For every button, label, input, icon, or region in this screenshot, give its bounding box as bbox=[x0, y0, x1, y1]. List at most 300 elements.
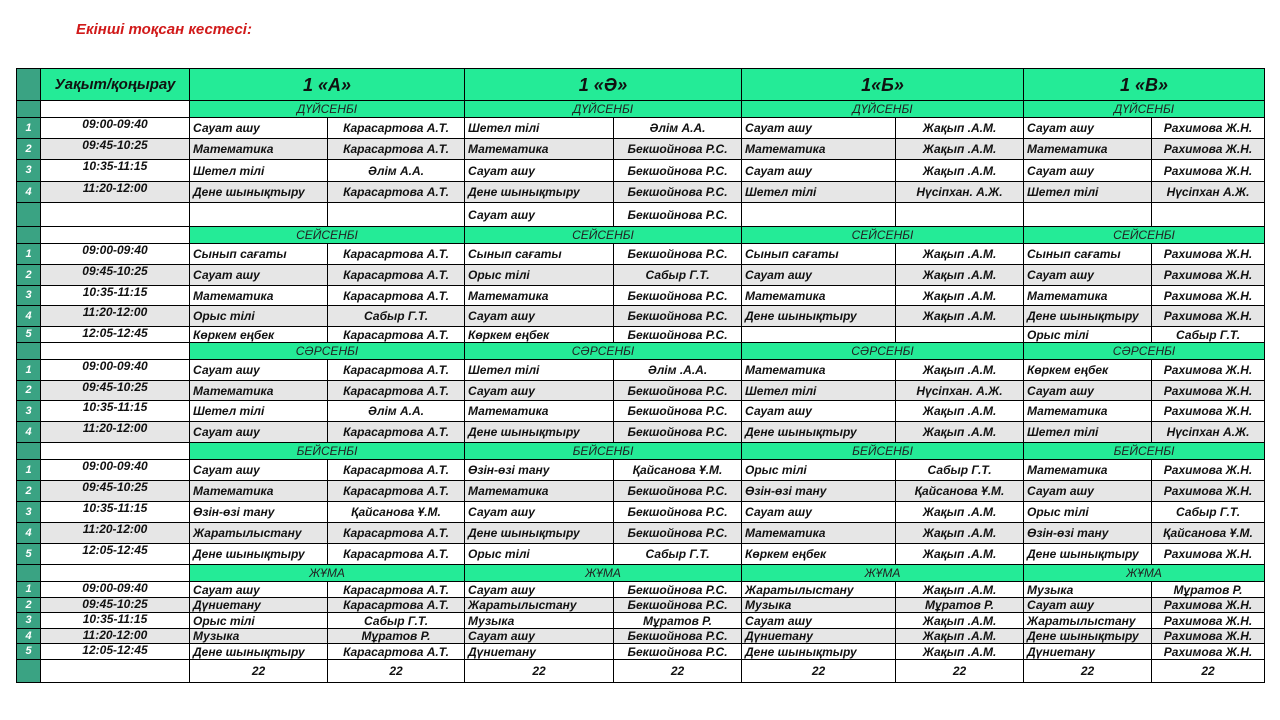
teacher-cell: Жақып .А.М. bbox=[896, 523, 1024, 544]
teacher-cell: Мұратов Р. bbox=[328, 629, 465, 644]
lesson-time: 12:05-12:45 bbox=[41, 327, 190, 343]
teacher-cell: Рахимова Ж.Н. bbox=[1152, 381, 1265, 401]
teacher-cell: Сабыр Г.Т. bbox=[1152, 502, 1265, 523]
teacher-cell: Жақып .А.М. bbox=[896, 582, 1024, 598]
teacher-cell: Рахимова Ж.Н. bbox=[1152, 544, 1265, 565]
teacher-cell: Бекшойнова Р.С. bbox=[614, 523, 742, 544]
subject-cell: Көркем еңбек bbox=[742, 544, 896, 565]
teacher-cell: Сабыр Г.Т. bbox=[896, 460, 1024, 481]
day-name: СЕЙСЕНБІ bbox=[1024, 227, 1265, 244]
teacher-cell: Карасартова А.Т. bbox=[328, 644, 465, 660]
day-num-cell bbox=[17, 565, 41, 582]
subject-cell bbox=[1024, 203, 1152, 227]
teacher-cell: Жақып .А.М. bbox=[896, 118, 1024, 139]
teacher-cell: Бекшойнова Р.С. bbox=[614, 139, 742, 160]
lesson-number: 2 bbox=[17, 139, 41, 160]
teacher-cell: Бекшойнова Р.С. bbox=[614, 401, 742, 422]
teacher-cell: Бекшойнова Р.С. bbox=[614, 203, 742, 227]
lesson-time: 11:20-12:00 bbox=[41, 306, 190, 327]
subject-cell: Сауат ашу bbox=[465, 160, 614, 182]
teacher-cell: Бекшойнова Р.С. bbox=[614, 306, 742, 327]
subject-cell: Жаратылыстану bbox=[465, 598, 614, 613]
teacher-cell: Сабыр Г.Т. bbox=[328, 306, 465, 327]
subject-cell: Дүниетану bbox=[465, 644, 614, 660]
lesson-row bbox=[17, 160, 1265, 182]
subject-cell: Көркем еңбек bbox=[1024, 360, 1152, 381]
day-row bbox=[17, 101, 1265, 118]
teacher-cell: Жақып .А.М. bbox=[896, 613, 1024, 629]
subject-cell: Сынып сағаты bbox=[190, 244, 328, 265]
page-title: Екінші тоқсан кестесі: bbox=[76, 21, 252, 38]
lesson-row bbox=[17, 182, 1265, 203]
subject-cell: Дене шынықтыру bbox=[742, 306, 896, 327]
subject-cell: Математика bbox=[1024, 401, 1152, 422]
subject-cell: Сауат ашу bbox=[1024, 265, 1152, 286]
subject-cell: Сауат ашу bbox=[465, 381, 614, 401]
subject-cell: Сауат ашу bbox=[742, 118, 896, 139]
teacher-cell: Бекшойнова Р.С. bbox=[614, 381, 742, 401]
subject-cell: Дене шынықтыру bbox=[1024, 306, 1152, 327]
lesson-time: 11:20-12:00 bbox=[41, 629, 190, 644]
subject-cell: Шетел тілі bbox=[190, 401, 328, 422]
day-time-cell bbox=[41, 443, 190, 460]
teacher-cell: Жақып .А.М. bbox=[896, 286, 1024, 306]
subject-cell: Жаратылыстану bbox=[1024, 613, 1152, 629]
subject-cell: Дене шынықтыру bbox=[190, 544, 328, 565]
subject-cell: Математика bbox=[742, 286, 896, 306]
day-name: ЖҰМА bbox=[190, 565, 465, 582]
teacher-cell: Бекшойнова Р.С. bbox=[614, 502, 742, 523]
subject-cell: Математика bbox=[465, 139, 614, 160]
teacher-cell: Нүсіпхан А.Ж. bbox=[1152, 182, 1265, 203]
subject-cell: Математика bbox=[465, 401, 614, 422]
teacher-cell: Бекшойнова Р.С. bbox=[614, 182, 742, 203]
teacher-cell: Қайсанова Ұ.М. bbox=[614, 460, 742, 481]
teacher-cell: Сабыр Г.Т. bbox=[1152, 327, 1265, 343]
day-num-cell bbox=[17, 343, 41, 360]
teacher-cell: Рахимова Ж.Н. bbox=[1152, 613, 1265, 629]
teacher-cell: Жақып .А.М. bbox=[896, 244, 1024, 265]
lesson-number: 3 bbox=[17, 502, 41, 523]
total-hours-cell: 22 bbox=[614, 660, 742, 683]
teacher-cell: Рахимова Ж.Н. bbox=[1152, 644, 1265, 660]
lesson-row bbox=[17, 381, 1265, 401]
day-time-cell bbox=[41, 565, 190, 582]
teacher-cell: Жақып .А.М. bbox=[896, 160, 1024, 182]
lesson-time: 12:05-12:45 bbox=[41, 544, 190, 565]
teacher-cell: Сабыр Г.Т. bbox=[614, 265, 742, 286]
day-name: СЕЙСЕНБІ bbox=[742, 227, 1024, 244]
day-row bbox=[17, 565, 1265, 582]
day-row bbox=[17, 227, 1265, 244]
lesson-row bbox=[17, 523, 1265, 544]
lesson-row bbox=[17, 265, 1265, 286]
lesson-number: 5 bbox=[17, 544, 41, 565]
teacher-cell: Бекшойнова Р.С. bbox=[614, 481, 742, 502]
subject-cell: Жаратылыстану bbox=[190, 523, 328, 544]
subject-cell: Сауат ашу bbox=[465, 203, 614, 227]
subject-cell: Математика bbox=[742, 139, 896, 160]
totals-num-cell bbox=[17, 660, 41, 683]
lesson-time: 09:00-09:40 bbox=[41, 460, 190, 481]
lesson-time bbox=[41, 203, 190, 227]
teacher-cell: Рахимова Ж.Н. bbox=[1152, 401, 1265, 422]
teacher-cell: Әлім А.А. bbox=[328, 401, 465, 422]
day-name: СӘРСЕНБІ bbox=[1024, 343, 1265, 360]
teacher-cell bbox=[328, 203, 465, 227]
subject-cell: Сауат ашу bbox=[465, 502, 614, 523]
lesson-row bbox=[17, 582, 1265, 598]
teacher-cell: Бекшойнова Р.С. bbox=[614, 582, 742, 598]
teacher-cell: Бекшойнова Р.С. bbox=[614, 327, 742, 343]
subject-cell bbox=[190, 203, 328, 227]
subject-cell: Шетел тілі bbox=[1024, 182, 1152, 203]
subject-cell: Музыка bbox=[1024, 582, 1152, 598]
total-hours-cell: 22 bbox=[1024, 660, 1152, 683]
teacher-cell: Бекшойнова Р.С. bbox=[614, 244, 742, 265]
lesson-time: 12:05-12:45 bbox=[41, 644, 190, 660]
teacher-cell: Мұратов Р. bbox=[1152, 582, 1265, 598]
subject-cell: Сауат ашу bbox=[1024, 481, 1152, 502]
teacher-cell: Карасартова А.Т. bbox=[328, 544, 465, 565]
teacher-cell: Рахимова Ж.Н. bbox=[1152, 306, 1265, 327]
day-time-cell bbox=[41, 343, 190, 360]
header-row bbox=[17, 69, 1265, 101]
schedule-table bbox=[16, 68, 1265, 683]
subject-cell: Математика bbox=[190, 381, 328, 401]
teacher-cell bbox=[896, 327, 1024, 343]
teacher-cell: Карасартова А.Т. bbox=[328, 327, 465, 343]
teacher-cell: Карасартова А.Т. bbox=[328, 523, 465, 544]
lesson-number: 1 bbox=[17, 460, 41, 481]
subject-cell: Сауат ашу bbox=[190, 265, 328, 286]
lesson-number: 5 bbox=[17, 644, 41, 660]
teacher-cell: Әлім А.А. bbox=[614, 118, 742, 139]
subject-cell: Математика bbox=[465, 286, 614, 306]
teacher-cell: Бекшойнова Р.С. bbox=[614, 598, 742, 613]
teacher-cell: Карасартова А.Т. bbox=[328, 422, 465, 443]
teacher-cell: Әлім .А.А. bbox=[614, 360, 742, 381]
time-column-header: Уақыт/қоңырау bbox=[41, 69, 190, 101]
subject-cell: Сауат ашу bbox=[742, 265, 896, 286]
lesson-time: 11:20-12:00 bbox=[41, 523, 190, 544]
subject-cell: Математика bbox=[742, 360, 896, 381]
lesson-number: 3 bbox=[17, 160, 41, 182]
subject-cell: Шетел тілі bbox=[465, 360, 614, 381]
lesson-time: 09:45-10:25 bbox=[41, 481, 190, 502]
day-row bbox=[17, 443, 1265, 460]
subject-cell: Сауат ашу bbox=[1024, 381, 1152, 401]
subject-cell: Сауат ашу bbox=[1024, 118, 1152, 139]
total-hours-cell: 22 bbox=[328, 660, 465, 683]
subject-cell bbox=[742, 327, 896, 343]
day-name: ЖҰМА bbox=[1024, 565, 1265, 582]
subject-cell: Шетел тілі bbox=[742, 381, 896, 401]
lesson-number: 4 bbox=[17, 523, 41, 544]
lesson-number: 4 bbox=[17, 306, 41, 327]
total-hours-cell: 22 bbox=[896, 660, 1024, 683]
lesson-row bbox=[17, 401, 1265, 422]
subject-cell: Дене шынықтыру bbox=[1024, 544, 1152, 565]
teacher-cell: Рахимова Ж.Н. bbox=[1152, 360, 1265, 381]
subject-cell: Шетел тілі bbox=[465, 118, 614, 139]
subject-cell: Математика bbox=[190, 481, 328, 502]
subject-cell: Жаратылыстану bbox=[742, 582, 896, 598]
teacher-cell: Жақып .А.М. bbox=[896, 644, 1024, 660]
lesson-row bbox=[17, 481, 1265, 502]
teacher-cell: Карасартова А.Т. bbox=[328, 598, 465, 613]
lesson-number: 1 bbox=[17, 360, 41, 381]
day-name: ЖҰМА bbox=[742, 565, 1024, 582]
teacher-cell: Нүсіпхан А.Ж. bbox=[1152, 422, 1265, 443]
subject-cell: Сауат ашу bbox=[742, 502, 896, 523]
teacher-cell: Рахимова Ж.Н. bbox=[1152, 139, 1265, 160]
lesson-time: 11:20-12:00 bbox=[41, 422, 190, 443]
lesson-number: 3 bbox=[17, 613, 41, 629]
day-time-cell bbox=[41, 101, 190, 118]
lesson-row bbox=[17, 613, 1265, 629]
day-num-cell bbox=[17, 227, 41, 244]
lesson-number bbox=[17, 203, 41, 227]
teacher-cell: Жақып .А.М. bbox=[896, 629, 1024, 644]
day-name: СЕЙСЕНБІ bbox=[465, 227, 742, 244]
subject-cell: Дене шынықтыру bbox=[465, 422, 614, 443]
subject-cell: Орыс тілі bbox=[190, 613, 328, 629]
teacher-cell: Рахимова Ж.Н. bbox=[1152, 265, 1265, 286]
lesson-row bbox=[17, 544, 1265, 565]
teacher-cell: Бекшойнова Р.С. bbox=[614, 422, 742, 443]
teacher-cell: Нүсіпхан. А.Ж. bbox=[896, 381, 1024, 401]
lesson-number: 3 bbox=[17, 286, 41, 306]
teacher-cell: Карасартова А.Т. bbox=[328, 139, 465, 160]
subject-cell: Математика bbox=[190, 286, 328, 306]
subject-cell: Дене шынықтыру bbox=[1024, 629, 1152, 644]
lesson-time: 10:35-11:15 bbox=[41, 502, 190, 523]
subject-cell: Өзін-өзі тану bbox=[465, 460, 614, 481]
subject-cell: Дене шынықтыру bbox=[465, 523, 614, 544]
teacher-cell bbox=[896, 203, 1024, 227]
lesson-number: 1 bbox=[17, 118, 41, 139]
teacher-cell: Карасартова А.Т. bbox=[328, 286, 465, 306]
subject-cell: Математика bbox=[1024, 139, 1152, 160]
teacher-cell: Рахимова Ж.Н. bbox=[1152, 629, 1265, 644]
totals-row bbox=[17, 660, 1265, 683]
teacher-cell: Бекшойнова Р.С. bbox=[614, 644, 742, 660]
lesson-number: 1 bbox=[17, 244, 41, 265]
teacher-cell: Жақып .А.М. bbox=[896, 265, 1024, 286]
subject-cell: Орыс тілі bbox=[465, 544, 614, 565]
teacher-cell: Жақып .А.М. bbox=[896, 306, 1024, 327]
total-hours-cell: 22 bbox=[1152, 660, 1265, 683]
teacher-cell: Қайсанова Ұ.М. bbox=[896, 481, 1024, 502]
subject-cell: Дене шынықтыру bbox=[190, 182, 328, 203]
subject-cell: Сынып сағаты bbox=[742, 244, 896, 265]
subject-cell: Сауат ашу bbox=[190, 118, 328, 139]
teacher-cell: Карасартова А.Т. bbox=[328, 182, 465, 203]
day-num-cell bbox=[17, 443, 41, 460]
day-num-cell bbox=[17, 101, 41, 118]
subject-cell: Сынып сағаты bbox=[1024, 244, 1152, 265]
lesson-row bbox=[17, 422, 1265, 443]
teacher-cell: Мұратов Р. bbox=[614, 613, 742, 629]
day-name: БЕЙСЕНБІ bbox=[1024, 443, 1265, 460]
header-num-cell bbox=[17, 69, 41, 101]
day-name: БЕЙСЕНБІ bbox=[742, 443, 1024, 460]
subject-cell: Орыс тілі bbox=[1024, 502, 1152, 523]
subject-cell: Сауат ашу bbox=[190, 360, 328, 381]
subject-cell: Математика bbox=[190, 139, 328, 160]
teacher-cell: Карасартова А.Т. bbox=[328, 118, 465, 139]
lesson-time: 09:00-09:40 bbox=[41, 582, 190, 598]
teacher-cell: Сабыр Г.Т. bbox=[614, 544, 742, 565]
subject-cell: Дүниетану bbox=[742, 629, 896, 644]
day-name: ДҮЙСЕНБІ bbox=[1024, 101, 1265, 118]
subject-cell: Шетел тілі bbox=[190, 160, 328, 182]
class-header-0: 1 «А» bbox=[190, 69, 465, 101]
teacher-cell: Бекшойнова Р.С. bbox=[614, 286, 742, 306]
lesson-row bbox=[17, 360, 1265, 381]
day-name: БЕЙСЕНБІ bbox=[190, 443, 465, 460]
total-hours-cell: 22 bbox=[465, 660, 614, 683]
subject-cell: Дене шынықтыру bbox=[742, 644, 896, 660]
subject-cell: Математика bbox=[465, 481, 614, 502]
lesson-number: 2 bbox=[17, 265, 41, 286]
lesson-time: 10:35-11:15 bbox=[41, 401, 190, 422]
lesson-row bbox=[17, 244, 1265, 265]
subject-cell: Орыс тілі bbox=[465, 265, 614, 286]
class-header-1: 1 «Ә» bbox=[465, 69, 742, 101]
subject-cell: Сауат ашу bbox=[742, 401, 896, 422]
teacher-cell: Карасартова А.Т. bbox=[328, 582, 465, 598]
class-header-2: 1«Б» bbox=[742, 69, 1024, 101]
lesson-time: 09:00-09:40 bbox=[41, 244, 190, 265]
lesson-number: 1 bbox=[17, 582, 41, 598]
subject-cell: Дене шынықтыру bbox=[465, 182, 614, 203]
subject-cell: Сауат ашу bbox=[742, 613, 896, 629]
teacher-cell: Карасартова А.Т. bbox=[328, 244, 465, 265]
lesson-time: 10:35-11:15 bbox=[41, 286, 190, 306]
lesson-row bbox=[17, 502, 1265, 523]
day-name: ДҮЙСЕНБІ bbox=[465, 101, 742, 118]
subject-cell: Математика bbox=[1024, 460, 1152, 481]
lesson-number: 2 bbox=[17, 481, 41, 502]
teacher-cell: Рахимова Ж.Н. bbox=[1152, 460, 1265, 481]
subject-cell: Орыс тілі bbox=[1024, 327, 1152, 343]
subject-cell: Көркем еңбек bbox=[190, 327, 328, 343]
subject-cell: Дүниетану bbox=[190, 598, 328, 613]
teacher-cell: Сабыр Г.Т. bbox=[328, 613, 465, 629]
day-time-cell bbox=[41, 227, 190, 244]
teacher-cell: Рахимова Ж.Н. bbox=[1152, 160, 1265, 182]
subject-cell: Сауат ашу bbox=[742, 160, 896, 182]
day-name: СӘРСЕНБІ bbox=[742, 343, 1024, 360]
lesson-number: 3 bbox=[17, 401, 41, 422]
subject-cell: Өзін-өзі тану bbox=[1024, 523, 1152, 544]
subject-cell bbox=[742, 203, 896, 227]
subject-cell: Дене шынықтыру bbox=[742, 422, 896, 443]
day-name: ДҮЙСЕНБІ bbox=[190, 101, 465, 118]
teacher-cell: Карасартова А.Т. bbox=[328, 265, 465, 286]
day-name: БЕЙСЕНБІ bbox=[465, 443, 742, 460]
lesson-row bbox=[17, 286, 1265, 306]
teacher-cell: Жақып .А.М. bbox=[896, 139, 1024, 160]
day-name: СЕЙСЕНБІ bbox=[190, 227, 465, 244]
lesson-row bbox=[17, 598, 1265, 613]
teacher-cell: Бекшойнова Р.С. bbox=[614, 629, 742, 644]
subject-cell: Орыс тілі bbox=[742, 460, 896, 481]
day-name: СӘРСЕНБІ bbox=[465, 343, 742, 360]
teacher-cell: Рахимова Ж.Н. bbox=[1152, 481, 1265, 502]
teacher-cell: Жақып .А.М. bbox=[896, 401, 1024, 422]
lesson-time: 10:35-11:15 bbox=[41, 160, 190, 182]
subject-cell: Өзін-өзі тану bbox=[742, 481, 896, 502]
teacher-cell: Рахимова Ж.Н. bbox=[1152, 286, 1265, 306]
subject-cell: Музыка bbox=[465, 613, 614, 629]
day-name: ДҮЙСЕНБІ bbox=[742, 101, 1024, 118]
subject-cell: Сауат ашу bbox=[190, 422, 328, 443]
total-hours-cell: 22 bbox=[742, 660, 896, 683]
subject-cell: Сауат ашу bbox=[190, 582, 328, 598]
lesson-time: 09:45-10:25 bbox=[41, 139, 190, 160]
teacher-cell: Мұратов Р. bbox=[896, 598, 1024, 613]
subject-cell: Сауат ашу bbox=[1024, 160, 1152, 182]
subject-cell: Сынып сағаты bbox=[465, 244, 614, 265]
totals-label-cell bbox=[41, 660, 190, 683]
teacher-cell: Карасартова А.Т. bbox=[328, 481, 465, 502]
lesson-time: 09:45-10:25 bbox=[41, 598, 190, 613]
lesson-number: 4 bbox=[17, 629, 41, 644]
lesson-time: 09:45-10:25 bbox=[41, 265, 190, 286]
lesson-row bbox=[17, 139, 1265, 160]
teacher-cell: Әлім А.А. bbox=[328, 160, 465, 182]
teacher-cell: Карасартова А.Т. bbox=[328, 460, 465, 481]
subject-cell: Сауат ашу bbox=[190, 460, 328, 481]
subject-cell: Сауат ашу bbox=[465, 306, 614, 327]
lesson-time: 10:35-11:15 bbox=[41, 613, 190, 629]
lesson-row bbox=[17, 644, 1265, 660]
teacher-cell: Жақып .А.М. bbox=[896, 502, 1024, 523]
lesson-time: 09:45-10:25 bbox=[41, 381, 190, 401]
lesson-number: 4 bbox=[17, 182, 41, 203]
teacher-cell: Карасартова А.Т. bbox=[328, 381, 465, 401]
subject-cell: Көркем еңбек bbox=[465, 327, 614, 343]
subject-cell: Музыка bbox=[742, 598, 896, 613]
lesson-time: 09:00-09:40 bbox=[41, 118, 190, 139]
subject-cell: Дүниетану bbox=[1024, 644, 1152, 660]
lesson-row bbox=[17, 629, 1265, 644]
day-name: СӘРСЕНБІ bbox=[190, 343, 465, 360]
lesson-row bbox=[17, 327, 1265, 343]
teacher-cell: Рахимова Ж.Н. bbox=[1152, 598, 1265, 613]
subject-cell: Сауат ашу bbox=[465, 582, 614, 598]
lesson-number: 5 bbox=[17, 327, 41, 343]
teacher-cell: Жақып .А.М. bbox=[896, 360, 1024, 381]
lesson-row bbox=[17, 203, 1265, 227]
subject-cell: Сауат ашу bbox=[1024, 598, 1152, 613]
subject-cell: Сауат ашу bbox=[465, 629, 614, 644]
subject-cell: Өзін-өзі тану bbox=[190, 502, 328, 523]
lesson-row bbox=[17, 460, 1265, 481]
teacher-cell: Қайсанова Ұ.М. bbox=[328, 502, 465, 523]
lesson-number: 2 bbox=[17, 598, 41, 613]
lesson-row bbox=[17, 306, 1265, 327]
teacher-cell: Жақып .А.М. bbox=[896, 544, 1024, 565]
teacher-cell bbox=[1152, 203, 1265, 227]
lesson-row bbox=[17, 118, 1265, 139]
subject-cell: Шетел тілі bbox=[1024, 422, 1152, 443]
teacher-cell: Рахимова Ж.Н. bbox=[1152, 118, 1265, 139]
subject-cell: Математика bbox=[1024, 286, 1152, 306]
